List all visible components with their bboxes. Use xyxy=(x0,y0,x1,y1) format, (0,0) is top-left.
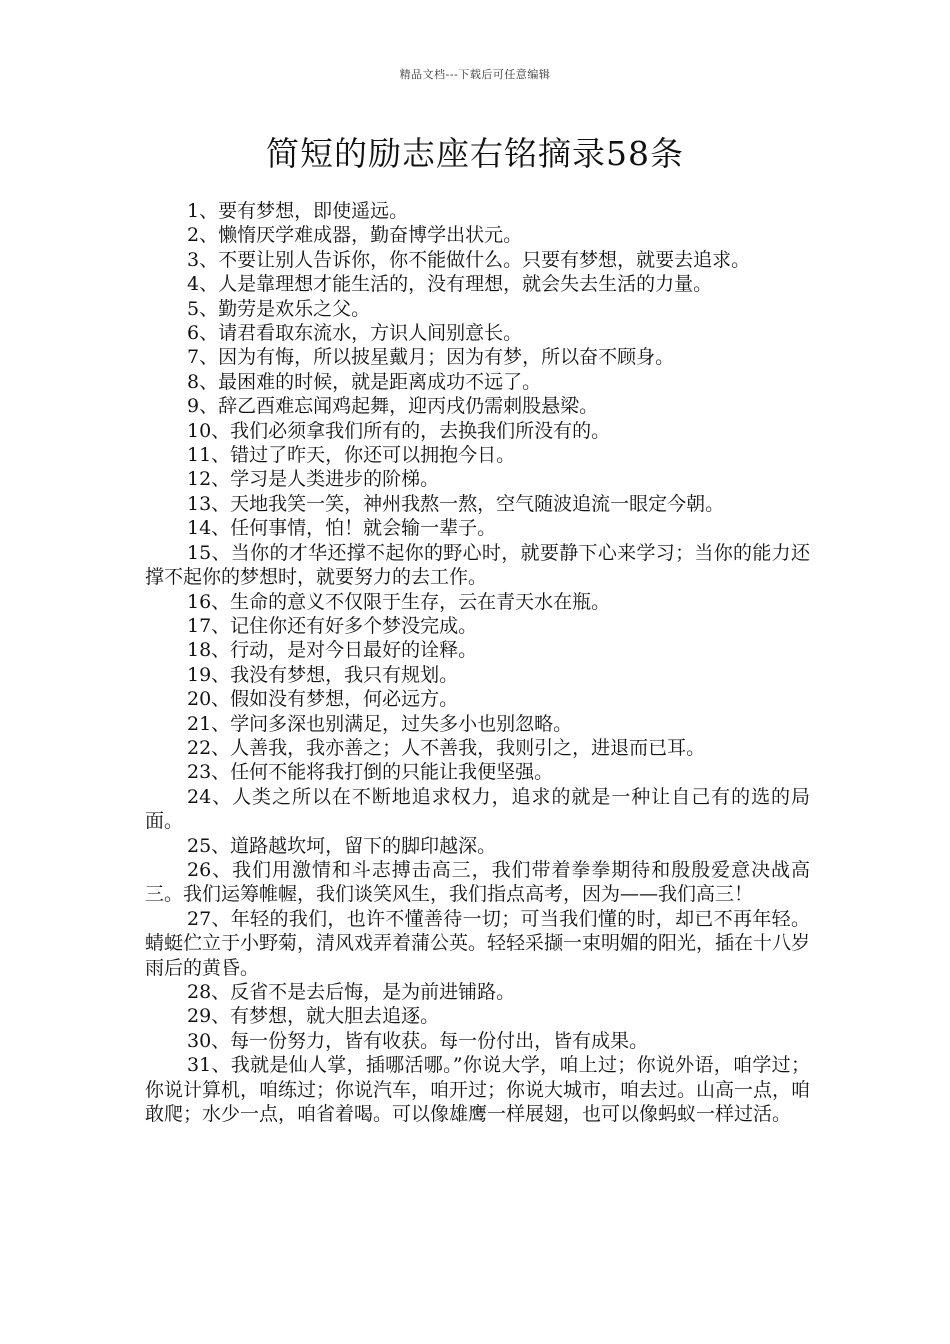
list-item: 28、反省不是去后悔，是为前进铺路。 xyxy=(187,981,516,1003)
motto-list xyxy=(145,199,810,1126)
list-item: 13、天地我笑一笑，神州我熬一熬，空气随波追流一眼定今朝。 xyxy=(187,492,725,515)
list-item: 14、任何事情，怕！就会输一辈子。 xyxy=(187,517,497,540)
list-item: 20、假如没有梦想，何必远方。 xyxy=(187,688,459,711)
list-item: 2、懒惰厌学难成器，勤奋博学出状元。 xyxy=(187,224,523,247)
list-item: 16、生命的意义不仅限于生存，云在青天水在瓶。 xyxy=(187,590,611,613)
list-item: 24、人类之所以在不断地追求权力，追求的就是一种让自己有的选的局面。 xyxy=(145,785,810,833)
list-item: 26、我们用激情和斗志搏击高三，我们带着拳拳期待和殷殷爱意决战高三。我们运筹帷幄，我们谈笑风生，我们指点高考，因为——我们高三！ xyxy=(145,858,810,906)
list-item: 12、学习是人类进步的阶梯。 xyxy=(187,468,440,491)
list-item: 15、当你的才华还撑不起你的野心时，就要静下心来学习；当你的能力还撑不起你的梦想时，就要努力的去工作。 xyxy=(145,541,810,589)
list-item: 27、年轻的我们，也许不懂善待一切；可当我们懂的时，却已不再年轻。蜻蜓伫立于小野菊，清风戏弄着蒲公英。轻轻采撷一束明媚的阳光，插在十八岁雨后的黄昏。 xyxy=(145,907,811,979)
list-item: 1、要有梦想，即使遥远。 xyxy=(187,200,409,222)
list-item: 30、每一份努力，皆有收获。每一份付出，皆有成果。 xyxy=(187,1029,649,1052)
list-item: 31、我就是仙人掌，插哪活哪。”你说大学，咱上过；你说外语，咱学过；你说计算机，咱练过；你说汽车，咱开过；你说大城市，咱去过。山高一点，咱敢爬；水少一点，咱省着喝。可以像雄鹰一样展翅，也可以像蚂蚁一样过活。 xyxy=(145,1054,811,1126)
list-item: 11、错过了昨天，你还可以拥抱今日。 xyxy=(187,444,516,467)
list-item: 5、勤劳是欢乐之父。 xyxy=(187,297,371,320)
list-item: 7、因为有悔，所以披星戴月；因为有梦，所以奋不顾身。 xyxy=(187,346,675,369)
list-item: 17、记住你还有好多个梦没完成。 xyxy=(187,614,478,637)
list-item: 18、行动，是对今日最好的诠释。 xyxy=(187,639,478,662)
list-item: 4、人是靠理想才能生活的，没有理想，就会失去生活的力量。 xyxy=(187,273,713,296)
list-item: 25、道路越坎坷，留下的脚印越深。 xyxy=(187,834,497,857)
list-item: 23、任何不能将我打倒的只能让我便坚强。 xyxy=(187,761,554,784)
list-item: 21、学问多深也别满足，过失多小也别忽略。 xyxy=(187,712,573,735)
list-item: 22、人善我，我亦善之；人不善我，我则引之，进退而已耳。 xyxy=(187,736,706,759)
list-item: 10、我们必须拿我们所有的，去换我们所没有的。 xyxy=(187,419,611,442)
header-note: 精品文档---下载后可任意编辑 xyxy=(399,68,551,81)
list-item: 19、我没有梦想，我只有规划。 xyxy=(187,663,459,686)
list-item: 9、辞乙酉难忘闻鸡起舞，迎丙戌仍需刺股悬梁。 xyxy=(187,395,599,418)
list-item: 6、请君看取东流水，方识人间别意长。 xyxy=(187,322,523,345)
page-title: 简短的励志座右铭摘录58条 xyxy=(266,134,684,173)
list-item: 8、最困难的时候，就是距离成功不远了。 xyxy=(187,370,542,393)
list-item: 29、有梦想，就大胆去追逐。 xyxy=(187,1005,440,1028)
list-item: 3、不要让别人告诉你，你不能做什么。只要有梦想，就要去追求。 xyxy=(187,248,751,271)
